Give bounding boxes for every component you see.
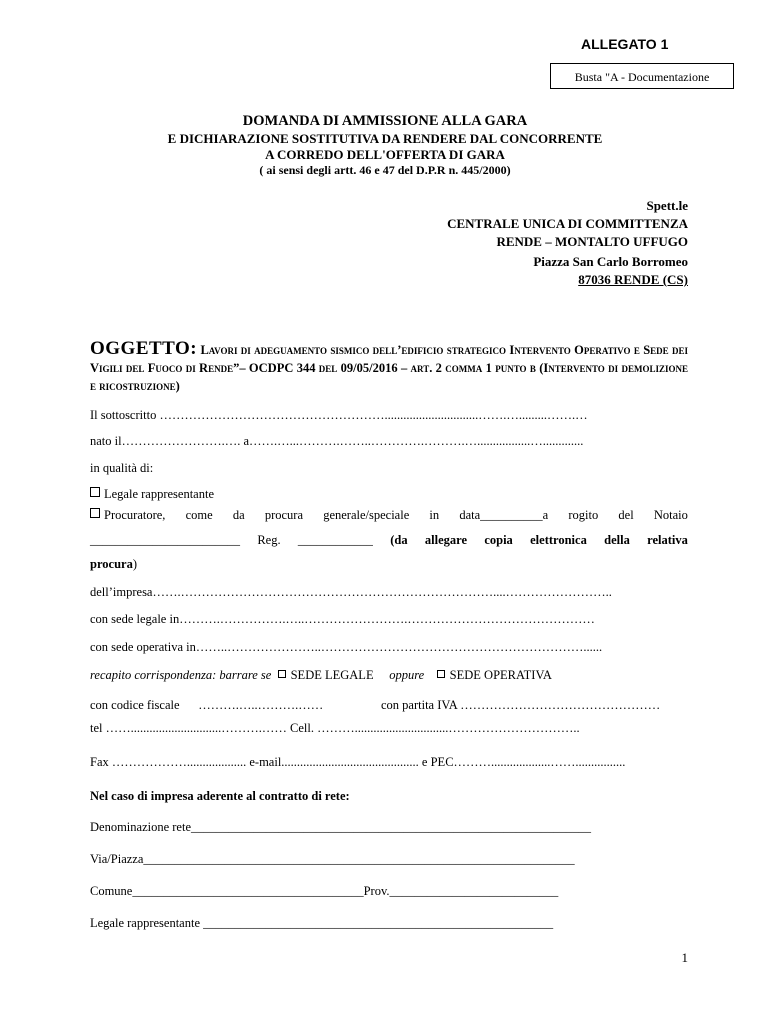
procura-close: ) <box>132 557 137 571</box>
procuratore-word-2: come <box>185 508 213 522</box>
page-number: 1 <box>681 950 688 965</box>
checkbox-procuratore[interactable] <box>90 508 100 518</box>
option-legale-rappresentante[interactable] <box>90 487 214 502</box>
qualita-label: in qualità di: <box>90 461 154 475</box>
field-denominazione-rete[interactable]: Denominazione rete________________________________________________________________ <box>90 820 591 834</box>
title-line-1: DOMANDA DI AMMISSIONE ALLA GARA <box>242 113 528 129</box>
recipient-comuni: RENDE – MONTALTO UFFUGO <box>496 234 688 249</box>
recapito-line <box>90 668 552 683</box>
field-piva[interactable]: con partita IVA ………………………………………… <box>381 698 661 712</box>
cf-label: con codice fiscale <box>90 698 180 712</box>
option-procuratore[interactable] <box>90 508 688 523</box>
reg-line[interactable] <box>90 533 688 548</box>
procuratore-word-6: in <box>429 508 440 522</box>
reg-word-2: Reg. <box>257 533 281 547</box>
field-sede-operativa[interactable]: con sede operativa in……..…………………..………………………………………………………...... <box>90 640 603 654</box>
allegato-label: ALLEGATO 1 <box>581 36 669 52</box>
field-sottoscritto[interactable]: Il sottoscritto ………………………………………………..............................…….….........…….… <box>90 408 588 422</box>
field-fax-email-pec[interactable]: Fax ………………................... e-mail............................................ e PEC………...................……................ <box>90 755 626 769</box>
field-tel-cell[interactable]: tel …….............................……….…… Cell. ………..............................………………………….. <box>90 721 580 735</box>
title-line-2: E DICHIARAZIONE SOSTITUTIVA DA RENDERE DAL CONCORRENTE <box>167 131 603 146</box>
recapito-opt-2: SEDE OPERATIVA <box>449 668 552 682</box>
procuratore-word-5: generale/speciale <box>323 508 410 522</box>
procuratore-word-4: procura <box>264 508 304 522</box>
procuratore-word-1: Procuratore, <box>90 508 165 523</box>
reg-word-8: della <box>604 533 630 547</box>
option-legale-label: Legale rappresentante <box>104 487 215 501</box>
reg-word-5: allegare <box>424 533 468 547</box>
field-via-piazza[interactable]: Via/Piazza_____________________________________________________________________ <box>90 852 575 866</box>
recipient-cap-citta: 87036 RENDE (CS) <box>578 272 688 287</box>
title-line-3: A CORREDO DELL'OFFERTA DI GARA <box>265 147 505 162</box>
procuratore-word-3: da <box>232 508 245 522</box>
recapito-opt-1: SEDE LEGALE <box>290 668 374 682</box>
checkbox-sede-operativa[interactable] <box>437 670 445 678</box>
procura-word: procura <box>90 557 133 571</box>
title-line-4: ( ai sensi degli artt. 46 e 47 del D.P.R n. 445/2000) <box>259 163 511 177</box>
field-sede-legale[interactable]: con sede legale in……….…………….…..…………………….……………………………………… <box>90 612 595 626</box>
procura-line <box>90 557 137 572</box>
field-nato[interactable]: nato il…………………….…. a…….…...……….……..………….……….….................…............. <box>90 434 584 448</box>
field-impresa[interactable]: dell’impresa…….…………………………………………………………………....…………………….. <box>90 585 612 599</box>
oggetto-label: OGGETTO: <box>90 338 198 359</box>
recapito-oppure: oppure <box>389 668 425 682</box>
reg-word-4: (da <box>390 533 408 547</box>
reg-word-6: copia <box>484 533 513 547</box>
cf-field[interactable]: ……….…..……….…… <box>198 698 324 712</box>
oggetto-text: Lavori di adeguamento sismico dell’edificio strategico Intervento Operativo e Sede dei Vigili del Fuoco di Rende”– OCDPC 344 del 09/05/2016 – art. 2 comma 1 punto b (Intervento di demolizione e ricostruzione) <box>90 343 688 393</box>
cf-line[interactable] <box>90 698 323 713</box>
reg-word-9: relativa <box>647 533 688 547</box>
checkbox-legale[interactable] <box>90 487 100 497</box>
procuratore-word-7[interactable]: data__________a <box>459 508 549 522</box>
recipient-ente: CENTRALE UNICA DI COMMITTENZA <box>447 216 688 231</box>
field-comune-prov[interactable]: Comune_____________________________________Prov.___________________________ <box>90 884 559 898</box>
checkbox-sede-legale[interactable] <box>278 670 286 678</box>
rete-heading: Nel caso di impresa aderente al contratto di rete: <box>90 789 350 803</box>
reg-word-1[interactable]: ________________________ <box>90 533 240 547</box>
recipient-spett: Spett.le <box>646 198 688 213</box>
recipient-indirizzo: Piazza San Carlo Borromeo <box>533 254 688 269</box>
reg-word-7: elettronica <box>530 533 587 547</box>
procuratore-word-8: rogito <box>568 508 599 522</box>
procuratore-word-9: del <box>618 508 634 522</box>
field-legale-rappresentante[interactable]: Legale rappresentante ________________________________________________________ <box>90 916 554 930</box>
oggetto-block <box>90 340 688 395</box>
reg-word-3[interactable]: ____________ <box>297 533 373 547</box>
procuratore-word-10: Notaio <box>653 508 688 522</box>
busta-box: Busta "A - Documentazione <box>550 63 734 89</box>
recapito-label: recapito corrispondenza: barrare se <box>90 668 272 682</box>
